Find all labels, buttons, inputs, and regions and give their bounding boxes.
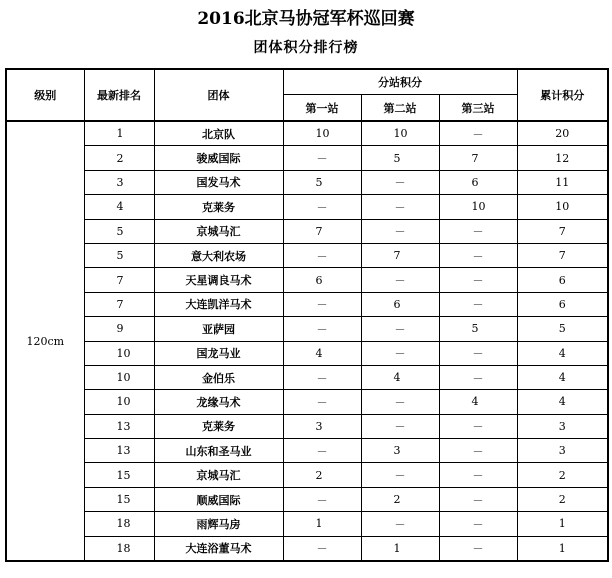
- stage1-cell: －: [283, 243, 361, 267]
- total-cell: 4: [517, 390, 608, 414]
- total-cell: 7: [517, 219, 608, 243]
- stage2-cell: 3: [361, 439, 439, 463]
- rank-cell: 1: [84, 121, 154, 146]
- stage3-cell: 5: [439, 317, 517, 341]
- stage1-cell: －: [283, 317, 361, 341]
- level-cell: 120cm: [6, 121, 84, 561]
- stage3-cell: －: [439, 243, 517, 267]
- rank-cell: 5: [84, 243, 154, 267]
- total-cell: 2: [517, 463, 608, 487]
- stage3-cell: 10: [439, 195, 517, 219]
- total-cell: 4: [517, 341, 608, 365]
- header-stage-points: 分站积分: [283, 69, 517, 95]
- total-cell: 12: [517, 146, 608, 170]
- rank-cell: 7: [84, 268, 154, 292]
- stage2-cell: －: [361, 390, 439, 414]
- rank-cell: 5: [84, 219, 154, 243]
- stage2-cell: －: [361, 268, 439, 292]
- rank-cell: 2: [84, 146, 154, 170]
- total-cell: 2: [517, 487, 608, 511]
- total-cell: 3: [517, 439, 608, 463]
- stage2-cell: －: [361, 414, 439, 438]
- header-rank: 最新排名: [84, 69, 154, 121]
- stage3-cell: －: [439, 365, 517, 389]
- stage3-cell: 7: [439, 146, 517, 170]
- header-level: 级别: [6, 69, 84, 121]
- rank-cell: 9: [84, 317, 154, 341]
- rank-cell: 4: [84, 195, 154, 219]
- rank-cell: 3: [84, 170, 154, 194]
- stage1-cell: 1: [283, 512, 361, 536]
- stage2-cell: －: [361, 317, 439, 341]
- table-row: [6, 195, 608, 219]
- header-stage1: 第一站: [283, 95, 361, 122]
- table-row: [6, 243, 608, 267]
- header-stage3: 第三站: [439, 95, 517, 122]
- rank-cell: 18: [84, 512, 154, 536]
- stage2-cell: －: [361, 170, 439, 194]
- team-cell: 克莱务: [154, 195, 283, 219]
- stage1-cell: －: [283, 536, 361, 561]
- total-cell: 11: [517, 170, 608, 194]
- table-row: [6, 536, 608, 561]
- rank-cell: 15: [84, 463, 154, 487]
- stage3-cell: －: [439, 414, 517, 438]
- stage1-cell: －: [283, 292, 361, 316]
- table-row: [6, 439, 608, 463]
- total-cell: 4: [517, 365, 608, 389]
- stage3-cell: －: [439, 268, 517, 292]
- team-cell: 意大利农场: [154, 243, 283, 267]
- stage2-cell: －: [361, 195, 439, 219]
- stage1-cell: 7: [283, 219, 361, 243]
- header-total: 累计积分: [517, 69, 608, 121]
- stage2-cell: －: [361, 219, 439, 243]
- team-cell: 山东和圣马业: [154, 439, 283, 463]
- team-cell: 克莱务: [154, 414, 283, 438]
- stage2-cell: 10: [361, 121, 439, 146]
- table-row: [6, 317, 608, 341]
- stage1-cell: 3: [283, 414, 361, 438]
- stage2-cell: 4: [361, 365, 439, 389]
- table-row: [6, 219, 608, 243]
- table-row: [6, 121, 608, 146]
- total-cell: 7: [517, 243, 608, 267]
- header-row-primary: [6, 69, 608, 95]
- team-cell: 雨辉马房: [154, 512, 283, 536]
- team-cell: 京城马汇: [154, 219, 283, 243]
- team-cell: 大连凯洋马术: [154, 292, 283, 316]
- page-title: 2016北京马协冠军杯巡回赛: [197, 9, 415, 29]
- stage2-cell: －: [361, 341, 439, 365]
- rank-cell: 15: [84, 487, 154, 511]
- stage2-cell: 5: [361, 146, 439, 170]
- stage1-cell: －: [283, 195, 361, 219]
- stage3-cell: －: [439, 439, 517, 463]
- total-cell: 6: [517, 268, 608, 292]
- team-cell: 大连浴董马术: [154, 536, 283, 561]
- header-team: 团体: [154, 69, 283, 121]
- header-stage2: 第二站: [361, 95, 439, 122]
- team-cell: 金伯乐: [154, 365, 283, 389]
- stage3-cell: 6: [439, 170, 517, 194]
- team-cell: 天星调良马术: [154, 268, 283, 292]
- stage3-cell: －: [439, 487, 517, 511]
- total-cell: 3: [517, 414, 608, 438]
- team-cell: 亚萨园: [154, 317, 283, 341]
- table-row: [6, 146, 608, 170]
- table-row: [6, 268, 608, 292]
- team-cell: 顺威国际: [154, 487, 283, 511]
- stage1-cell: －: [283, 365, 361, 389]
- stage2-cell: 7: [361, 243, 439, 267]
- table-row: [6, 463, 608, 487]
- team-cell: 龙缘马术: [154, 390, 283, 414]
- team-cell: 骏威国际: [154, 146, 283, 170]
- total-cell: 5: [517, 317, 608, 341]
- rank-cell: 10: [84, 390, 154, 414]
- stage1-cell: －: [283, 439, 361, 463]
- stage2-cell: 6: [361, 292, 439, 316]
- stage1-cell: 2: [283, 463, 361, 487]
- stage3-cell: －: [439, 219, 517, 243]
- page-subtitle: 团体积分排行榜: [253, 40, 359, 56]
- stage2-cell: 1: [361, 536, 439, 561]
- table-row: [6, 390, 608, 414]
- team-cell: 京城马汇: [154, 463, 283, 487]
- total-cell: 6: [517, 292, 608, 316]
- stage1-cell: －: [283, 487, 361, 511]
- stage3-cell: －: [439, 341, 517, 365]
- total-cell: 20: [517, 121, 608, 146]
- stage3-cell: －: [439, 463, 517, 487]
- stage3-cell: －: [439, 512, 517, 536]
- stage2-cell: －: [361, 463, 439, 487]
- table-row: [6, 414, 608, 438]
- rank-cell: 10: [84, 365, 154, 389]
- stage1-cell: －: [283, 390, 361, 414]
- stage1-cell: 10: [283, 121, 361, 146]
- table-row: [6, 365, 608, 389]
- stage3-cell: 4: [439, 390, 517, 414]
- total-cell: 1: [517, 536, 608, 561]
- table-row: [6, 170, 608, 194]
- total-cell: 10: [517, 195, 608, 219]
- team-cell: 国发马术: [154, 170, 283, 194]
- stage1-cell: －: [283, 146, 361, 170]
- team-cell: 北京队: [154, 121, 283, 146]
- stage3-cell: －: [439, 292, 517, 316]
- total-cell: 1: [517, 512, 608, 536]
- table-row: [6, 512, 608, 536]
- rank-cell: 13: [84, 414, 154, 438]
- team-cell: 国龙马业: [154, 341, 283, 365]
- stage3-cell: －: [439, 121, 517, 146]
- table-row: [6, 292, 608, 316]
- rank-cell: 7: [84, 292, 154, 316]
- rank-cell: 10: [84, 341, 154, 365]
- rank-cell: 13: [84, 439, 154, 463]
- stage2-cell: －: [361, 512, 439, 536]
- table-row: [6, 487, 608, 511]
- rank-cell: 18: [84, 536, 154, 561]
- stage3-cell: －: [439, 536, 517, 561]
- stage1-cell: 4: [283, 341, 361, 365]
- stage1-cell: 6: [283, 268, 361, 292]
- ranking-table-body: [6, 121, 608, 561]
- stage2-cell: 2: [361, 487, 439, 511]
- ranking-table: [5, 68, 609, 562]
- table-row: [6, 341, 608, 365]
- stage1-cell: 5: [283, 170, 361, 194]
